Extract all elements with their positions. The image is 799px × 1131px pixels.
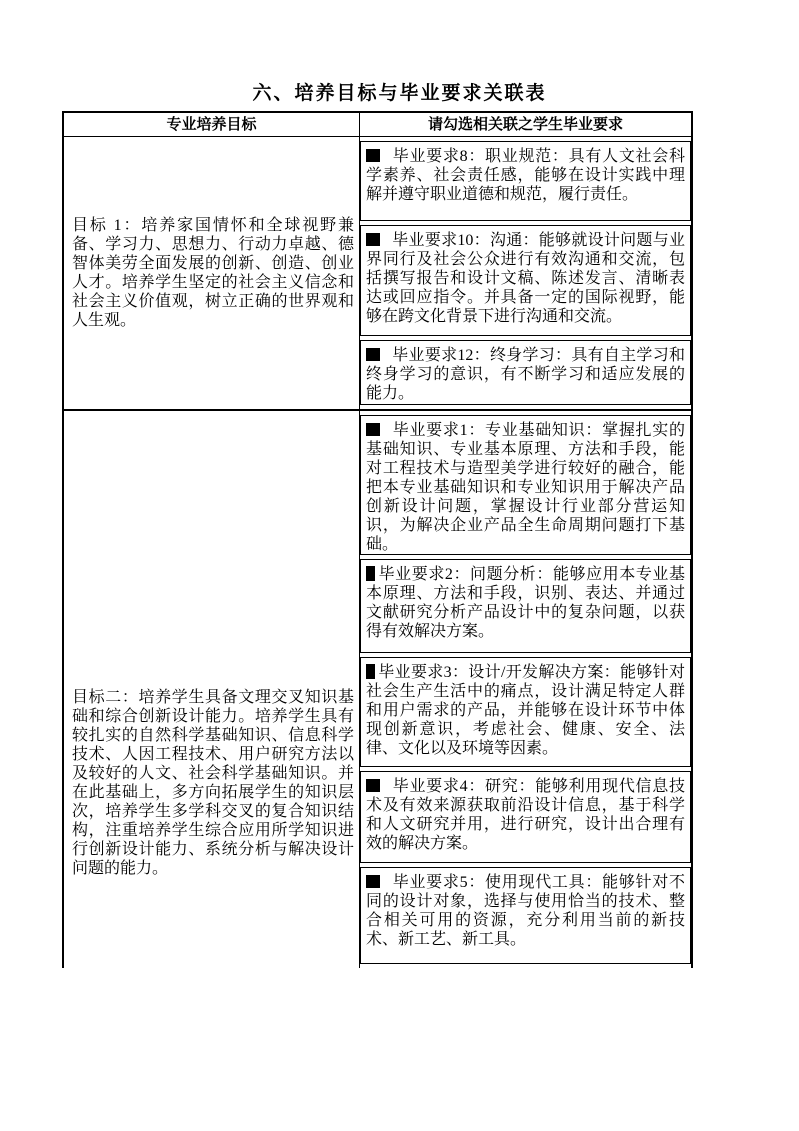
checkbox-checked-icon — [366, 779, 380, 792]
requirement-text: 毕业要求12：终身学习：具有自主学习和终身学习的意识，有不断学习和适应发展的能力。 — [366, 347, 685, 402]
checkbox-checked-icon — [366, 875, 380, 888]
goal-2-text: 目标二：培养学生具备文理交叉知识基础和综合创新设计能力。培养学生具有较扎实的自然科学基础知识、信息科学技术、人因工程技术、用户研究方法以及较好的人文、社会科学基础知识。并在此基础上，多方向拓展学生的知识层次，培养学生多学科交叉的复合知识结构，注重培养学生综合应用所学知识进行创新设计能力、系统分析与解决设计问题的能力。 — [72, 689, 354, 877]
checkbox-checked-icon — [366, 348, 380, 361]
header-graduation-requirements: 请勾选相关联之学生毕业要求 — [359, 113, 691, 136]
requirement-box-12 — [360, 340, 691, 405]
table-header-row — [64, 113, 691, 137]
requirement-text: 毕业要求4：研究：能够利用现代信息技术及有效来源获取前沿设计信息，基于科学和人文研究并用，进行研究，设计出合理有效的解决方案。 — [366, 778, 685, 852]
objectives-requirements-table — [62, 111, 693, 968]
header-professional-objectives: 专业培养目标 — [166, 117, 257, 133]
requirement-text: 毕业要求3：设计/开发解决方案：能够针对社会生产生活中的痛点，设计满足特定人群和用户需求的产品，并能够在设计环节中体现创新意识，考虑社会、健康、安全、法律、文化以及环境等因素。 — [366, 664, 685, 757]
checkbox-checked-icon — [366, 423, 380, 436]
requirement-text: 毕业要求10：沟通：能够就设计问题与业界同行及社会公众进行有效沟通和交流，包括撰写报告和设计文稿、陈述发言、清晰表达或回应指令。并具备一定的国际视野，能够在跨文化背景下进行沟通和交流。 — [366, 232, 685, 325]
requirement-box-1 — [360, 415, 691, 555]
table-row — [64, 137, 691, 411]
requirement-text: 毕业要求1：专业基础知识：掌握扎实的基础知识、专业基本原理、方法和手段，能对工程技术与造型美学进行较好的融合，能把本专业基础知识和专业知识用于解决产品创新设计问题，掌握设计行业部分营运知识，为解决企业产品全生命周期问题打下基础。 — [366, 422, 685, 553]
requirement-text: 毕业要求8：职业规范：具有人文社会科学素养、社会责任感，能够在设计实践中理解并遵守职业道德和规范，履行责任。 — [366, 148, 685, 203]
requirement-text: 毕业要求5：使用现代工具：能够针对不同的设计对象，选择与使用恰当的技术、整合相关可用的资源，充分利用当前的新技术、新工艺、新工具。 — [366, 874, 685, 948]
page-title: 六、培养目标与毕业要求关联表 — [252, 83, 547, 104]
requirements-cell-2 — [359, 411, 691, 968]
checkbox-checked-icon — [366, 149, 380, 162]
requirement-text: 毕业要求2：问题分析：能够应用本专业基本原理、方法和手段，识别、表达、并通过文献研究分析产品设计中的复杂问题，以获得有效解决方案。 — [366, 566, 685, 640]
checkbox-checked-icon — [366, 664, 375, 679]
checkbox-checked-icon — [366, 233, 380, 246]
requirement-box-3 — [360, 657, 691, 767]
goal-cell-2 — [64, 411, 359, 968]
checkbox-checked-icon — [366, 566, 375, 581]
requirements-cell-1 — [359, 137, 691, 409]
table-row — [64, 411, 691, 968]
goal-1-text: 目标 1：培养家国情怀和全球视野兼备、学习力、思想力、行动力卓越、德智体美劳全面发展的创新、创造、创业人才。培养学生坚定的社会主义信念和社会主义价值观，树立正确的世界观和人生观。 — [72, 217, 354, 329]
requirement-box-8 — [360, 141, 691, 221]
requirement-box-2 — [360, 559, 691, 653]
goal-cell-1 — [64, 137, 359, 409]
requirement-box-4 — [360, 771, 691, 863]
requirement-box-10 — [360, 225, 691, 336]
requirement-box-5 — [360, 867, 691, 964]
